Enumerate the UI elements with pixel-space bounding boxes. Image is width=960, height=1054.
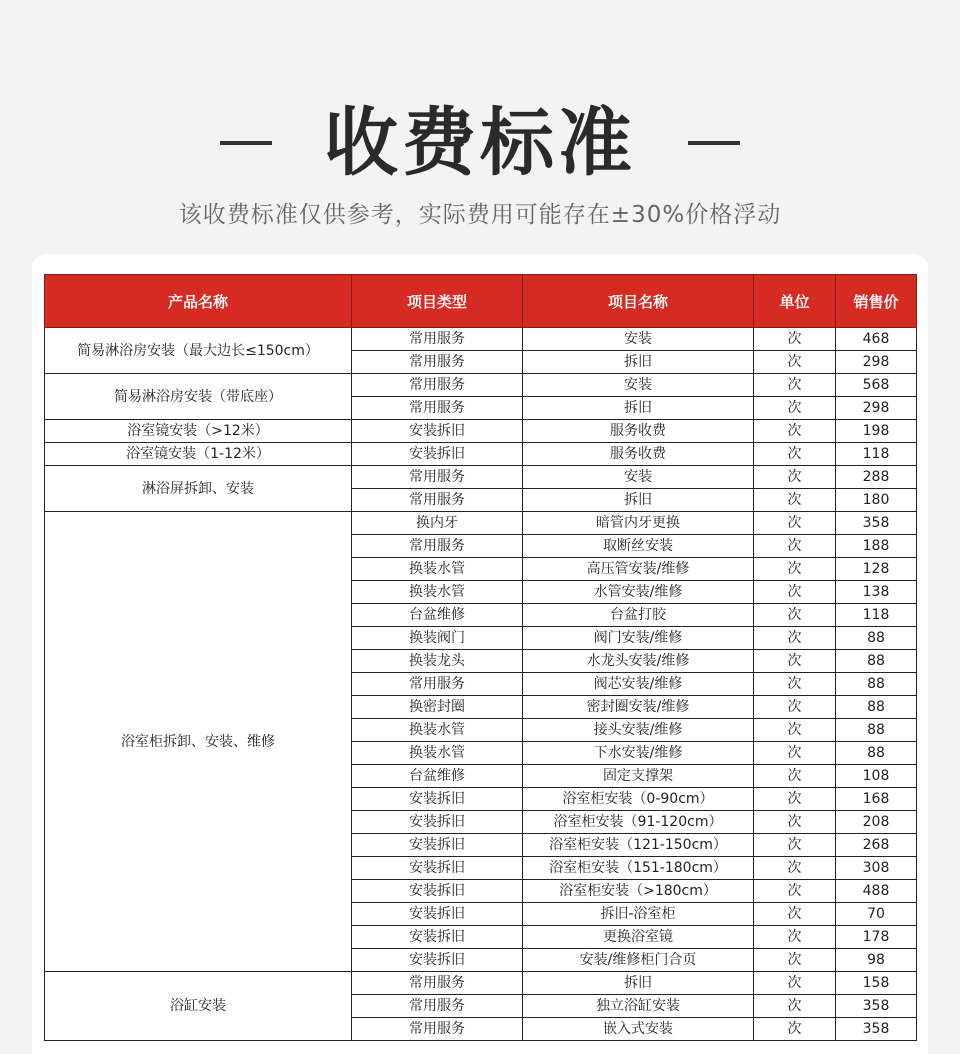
row-price-cell: 298 [836,351,917,374]
row-unit-cell: 次 [754,972,836,995]
row-unit-cell: 次 [754,328,836,351]
table-body [45,328,917,1041]
row-price-cell: 358 [836,512,917,535]
row-item-cell: 浴室柜安装（121-150cm） [523,834,754,857]
row-price-cell: 180 [836,489,917,512]
row-unit-cell: 次 [754,627,836,650]
row-price-cell: 118 [836,443,917,466]
row-price-cell: 88 [836,650,917,673]
row-type-cell: 换装阀门 [352,627,523,650]
row-unit-cell: 次 [754,650,836,673]
title-row [0,98,960,188]
row-unit-cell: 次 [754,512,836,535]
row-type-cell: 常用服务 [352,972,523,995]
row-price-cell: 88 [836,627,917,650]
row-unit-cell: 次 [754,1018,836,1041]
row-price-cell: 138 [836,581,917,604]
row-item-cell: 更换浴室镜 [523,926,754,949]
row-type-cell: 安装拆旧 [352,857,523,880]
row-item-cell: 服务收费 [523,420,754,443]
row-price-cell: 198 [836,420,917,443]
row-unit-cell: 次 [754,604,836,627]
row-type-cell: 安装拆旧 [352,926,523,949]
row-unit-cell: 次 [754,811,836,834]
row-price-cell: 468 [836,328,917,351]
row-price-cell: 108 [836,765,917,788]
row-unit-cell: 次 [754,535,836,558]
row-unit-cell: 次 [754,719,836,742]
row-price-cell: 298 [836,397,917,420]
title-dash-left [220,141,272,145]
row-unit-cell: 次 [754,489,836,512]
row-item-cell: 取断丝安装 [523,535,754,558]
product-name-cell: 浴室柜拆卸、安装、维修 [45,512,352,972]
col-header-product: 产品名称 [45,275,352,328]
col-header-price: 销售价 [836,275,917,328]
product-name-cell: 简易淋浴房安装（最大边长≤150cm） [45,328,352,374]
product-name-cell: 浴室镜安装（1-12米） [45,443,352,466]
table-header-row [45,275,917,328]
table-row [45,420,917,443]
row-item-cell: 独立浴缸安装 [523,995,754,1018]
row-type-cell: 安装拆旧 [352,880,523,903]
row-price-cell: 208 [836,811,917,834]
row-price-cell: 168 [836,788,917,811]
row-price-cell: 308 [836,857,917,880]
row-unit-cell: 次 [754,788,836,811]
product-name-cell: 淋浴屏拆卸、安装 [45,466,352,512]
row-type-cell: 安装拆旧 [352,949,523,972]
row-item-cell: 拆旧-浴室柜 [523,903,754,926]
row-price-cell: 488 [836,880,917,903]
row-unit-cell: 次 [754,466,836,489]
row-item-cell: 安装 [523,374,754,397]
row-unit-cell: 次 [754,765,836,788]
row-price-cell: 358 [836,995,917,1018]
row-price-cell: 158 [836,972,917,995]
row-unit-cell: 次 [754,995,836,1018]
row-item-cell: 台盆打胶 [523,604,754,627]
row-item-cell: 安装/维修柜门合页 [523,949,754,972]
row-type-cell: 换密封圈 [352,696,523,719]
row-type-cell: 安装拆旧 [352,420,523,443]
row-type-cell: 安装拆旧 [352,903,523,926]
row-unit-cell: 次 [754,374,836,397]
row-item-cell: 拆旧 [523,397,754,420]
row-unit-cell: 次 [754,673,836,696]
col-header-unit: 单位 [754,275,836,328]
row-unit-cell: 次 [754,696,836,719]
row-price-cell: 288 [836,466,917,489]
row-type-cell: 常用服务 [352,374,523,397]
row-price-cell: 118 [836,604,917,627]
row-unit-cell: 次 [754,903,836,926]
row-type-cell: 换装水管 [352,719,523,742]
row-unit-cell: 次 [754,443,836,466]
row-price-cell: 358 [836,1018,917,1041]
row-type-cell: 常用服务 [352,1018,523,1041]
row-item-cell: 固定支撑架 [523,765,754,788]
row-type-cell: 常用服务 [352,489,523,512]
row-item-cell: 接头安装/维修 [523,719,754,742]
row-unit-cell: 次 [754,834,836,857]
row-item-cell: 阀芯安装/维修 [523,673,754,696]
row-price-cell: 188 [836,535,917,558]
table-row [45,466,917,489]
row-item-cell: 拆旧 [523,489,754,512]
row-unit-cell: 次 [754,949,836,972]
row-unit-cell: 次 [754,880,836,903]
table-row [45,512,917,535]
row-item-cell: 水管安装/维修 [523,581,754,604]
price-table [44,274,917,1041]
row-item-cell: 暗管内牙更换 [523,512,754,535]
row-type-cell: 台盆维修 [352,604,523,627]
row-price-cell: 88 [836,673,917,696]
row-item-cell: 下水安装/维修 [523,742,754,765]
row-price-cell: 70 [836,903,917,926]
product-name-cell: 浴缸安装 [45,972,352,1041]
row-type-cell: 安装拆旧 [352,443,523,466]
table-row [45,443,917,466]
row-type-cell: 安装拆旧 [352,788,523,811]
row-price-cell: 128 [836,558,917,581]
table-row [45,328,917,351]
row-item-cell: 密封圈安装/维修 [523,696,754,719]
row-item-cell: 浴室柜安装（>180cm） [523,880,754,903]
product-name-cell: 浴室镜安装（>12米） [45,420,352,443]
col-header-type: 项目类型 [352,275,523,328]
row-item-cell: 浴室柜安装（0-90cm） [523,788,754,811]
page-subtitle: 该收费标准仅供参考，实际费用可能存在±30%价格浮动 [178,202,782,228]
row-item-cell: 水龙头安装/维修 [523,650,754,673]
table-row [45,972,917,995]
row-type-cell: 常用服务 [352,995,523,1018]
row-price-cell: 88 [836,696,917,719]
row-unit-cell: 次 [754,857,836,880]
row-type-cell: 换装水管 [352,558,523,581]
row-item-cell: 阀门安装/维修 [523,627,754,650]
row-item-cell: 浴室柜安装（151-180cm） [523,857,754,880]
row-unit-cell: 次 [754,742,836,765]
row-item-cell: 浴室柜安装（91-120cm） [523,811,754,834]
row-price-cell: 178 [836,926,917,949]
row-unit-cell: 次 [754,926,836,949]
row-price-cell: 88 [836,742,917,765]
product-name-cell: 简易淋浴房安装（带底座） [45,374,352,420]
row-type-cell: 常用服务 [352,351,523,374]
row-item-cell: 安装 [523,466,754,489]
row-unit-cell: 次 [754,581,836,604]
row-type-cell: 常用服务 [352,466,523,489]
page-header [0,0,960,250]
row-type-cell: 常用服务 [352,328,523,351]
title-dash-right [688,141,740,145]
row-type-cell: 常用服务 [352,397,523,420]
table-row [45,374,917,397]
row-item-cell: 安装 [523,328,754,351]
row-type-cell: 安装拆旧 [352,811,523,834]
row-item-cell: 嵌入式安装 [523,1018,754,1041]
row-price-cell: 568 [836,374,917,397]
row-unit-cell: 次 [754,558,836,581]
row-item-cell: 拆旧 [523,351,754,374]
row-type-cell: 换装水管 [352,581,523,604]
row-price-cell: 88 [836,719,917,742]
row-unit-cell: 次 [754,351,836,374]
row-type-cell: 台盆维修 [352,765,523,788]
row-type-cell: 安装拆旧 [352,834,523,857]
col-header-item: 项目名称 [523,275,754,328]
row-type-cell: 常用服务 [352,535,523,558]
row-price-cell: 268 [836,834,917,857]
row-item-cell: 拆旧 [523,972,754,995]
row-price-cell: 98 [836,949,917,972]
row-item-cell: 高压管安装/维修 [523,558,754,581]
row-type-cell: 常用服务 [352,673,523,696]
row-item-cell: 服务收费 [523,443,754,466]
row-type-cell: 换装龙头 [352,650,523,673]
row-unit-cell: 次 [754,420,836,443]
row-type-cell: 换装水管 [352,742,523,765]
row-type-cell: 换内牙 [352,512,523,535]
page-title: 收费标准 [324,100,636,186]
row-unit-cell: 次 [754,397,836,420]
